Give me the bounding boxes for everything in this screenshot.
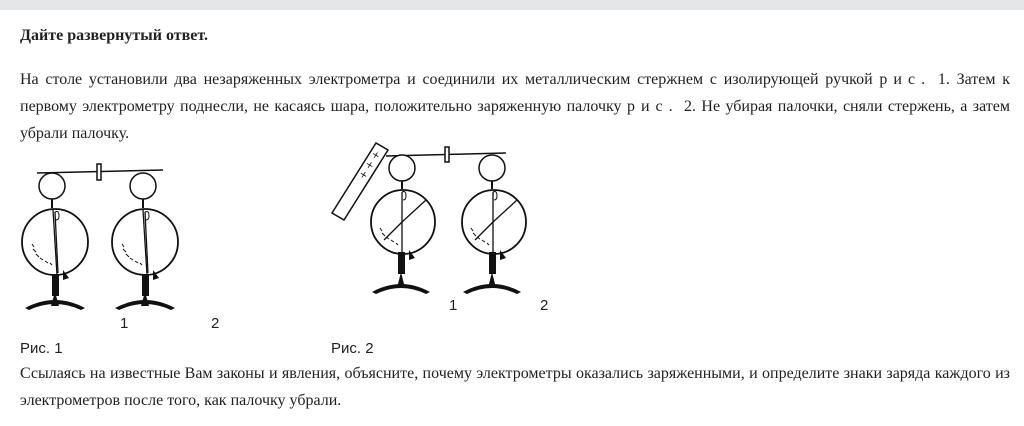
fig1-label-2: 2 [211, 315, 220, 332]
task-heading: Дайте развернутый ответ. [20, 27, 208, 44]
figure-1-electrometers [15, 160, 195, 315]
problem-part-3: 2. Не убирая палочки, сняли стержень, а затем убрали палочку. [20, 98, 1011, 142]
problem-text [20, 66, 1010, 147]
rod-insulating-handle [445, 147, 449, 162]
electrometer-left [22, 173, 88, 310]
figure-1-caption: Рис. 1 [20, 340, 63, 357]
rod-charge-signs: + + + [357, 149, 384, 182]
fig2-label-2: 2 [540, 297, 549, 314]
electrometer-left [371, 155, 435, 294]
electrometer-right [112, 173, 178, 310]
fig2-label-1: 1 [449, 297, 458, 314]
figure-ref-1: рис. [879, 71, 932, 88]
rod-insulating-handle [97, 164, 101, 180]
figure-2-caption: Рис. 2 [331, 340, 374, 357]
problem-part-1: На столе установили два незаряженных электрометра и соединили их металлическим стержнем с изолирующей ручкой [20, 71, 873, 88]
problem-part-2: 1. Затем к первому электрометру поднесли, не касаясь шара, положительно заряженную палочку [20, 71, 1011, 115]
question-text: Ссылаясь на известные Вам законы и явления, объясните, почему электрометры оказались заряженными, и определите знаки заряда каждого из электрометров после того, как палочку убрали. [20, 365, 1010, 409]
figure-2-electrometers [328, 140, 538, 300]
top-bar [0, 0, 1024, 10]
electrometer-right [462, 155, 526, 294]
fig1-label-1: 1 [120, 315, 129, 332]
figure-ref-2: рис. [626, 98, 679, 115]
